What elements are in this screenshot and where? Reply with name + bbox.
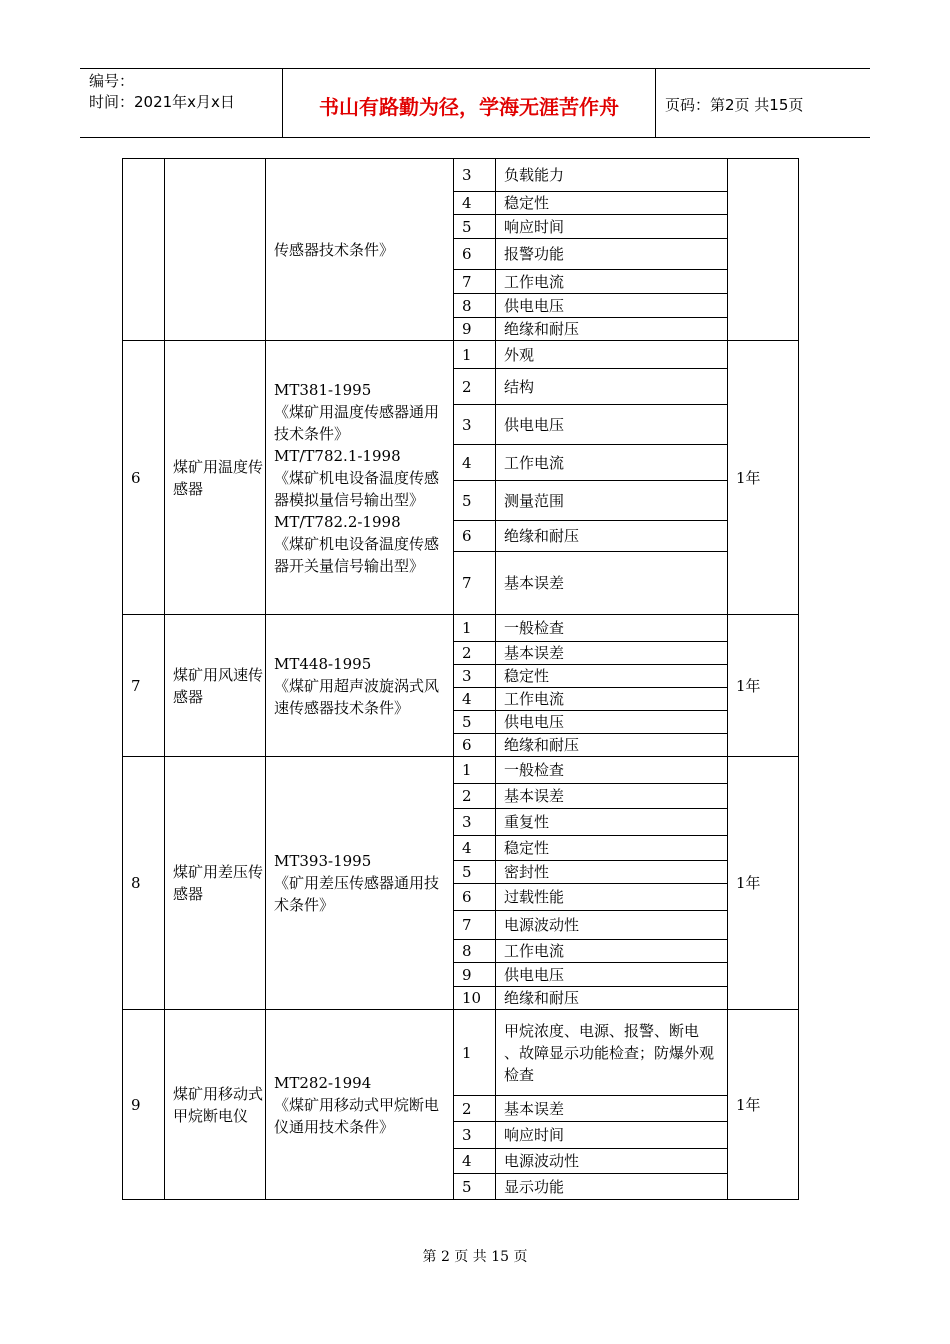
period-cell (728, 159, 799, 341)
sub-index-cell: 5 (454, 711, 496, 734)
device-name-cell: 煤矿用温度传感器 (165, 341, 266, 615)
sub-index-cell: 3 (454, 809, 496, 836)
sub-index-cell: 8 (454, 940, 496, 963)
sub-index-cell: 5 (454, 215, 496, 239)
sub-index-cell: 2 (454, 784, 496, 809)
header-info (80, 69, 283, 137)
check-item-cell: 稳定性 (496, 192, 728, 215)
table-row (123, 341, 799, 369)
check-item-cell: 基本误差 (496, 1096, 728, 1122)
check-item-cell: 工作电流 (496, 688, 728, 711)
sub-index-cell: 6 (454, 884, 496, 911)
check-item-cell: 稳定性 (496, 665, 728, 688)
check-item-cell: 绝缘和耐压 (496, 987, 728, 1010)
sub-index-cell: 7 (454, 911, 496, 940)
check-item-cell: 过载性能 (496, 884, 728, 911)
sub-index-cell: 8 (454, 294, 496, 318)
sub-index-cell: 4 (454, 445, 496, 481)
item-number-cell: 6 (123, 341, 165, 615)
table-row (123, 615, 799, 642)
sub-index-cell: 5 (454, 861, 496, 884)
check-item-cell: 显示功能 (496, 1174, 728, 1200)
sub-index-cell: 1 (454, 615, 496, 642)
sub-index-cell: 1 (454, 341, 496, 369)
device-name-cell: 煤矿用移动式甲烷断电仪 (165, 1010, 266, 1200)
inspection-table (122, 158, 799, 1200)
sub-index-cell: 3 (454, 159, 496, 192)
check-item-cell: 电源波动性 (496, 911, 728, 940)
sub-index-cell: 4 (454, 192, 496, 215)
period-cell: 1年 (728, 341, 799, 615)
item-number-cell: 9 (123, 1010, 165, 1200)
sub-index-cell: 6 (454, 521, 496, 552)
number-label: 编号： (89, 72, 135, 90)
check-item-cell: 电源波动性 (496, 1149, 728, 1174)
check-item-cell: 基本误差 (496, 784, 728, 809)
device-name-cell (165, 159, 266, 341)
check-item-cell: 测量范围 (496, 481, 728, 521)
period-cell: 1年 (728, 757, 799, 1010)
sub-index-cell: 3 (454, 1122, 496, 1149)
sub-index-cell: 6 (454, 239, 496, 270)
table-row (123, 1010, 799, 1096)
check-item-cell: 绝缘和耐压 (496, 521, 728, 552)
check-item-cell: 工作电流 (496, 940, 728, 963)
check-item-cell: 结构 (496, 369, 728, 405)
check-item-cell: 报警功能 (496, 239, 728, 270)
check-item-cell: 甲烷浓度、电源、报警、断电 、故障显示功能检查；防爆外观检查 (496, 1010, 728, 1096)
check-item-cell: 供电电压 (496, 294, 728, 318)
sub-index-cell: 6 (454, 734, 496, 757)
check-item-cell: 基本误差 (496, 552, 728, 615)
sub-index-cell: 9 (454, 318, 496, 341)
check-item-cell: 工作电流 (496, 445, 728, 481)
standard-cell: MT448-1995 《煤矿用超声波旋涡式风速传感器技术条件》 (266, 615, 454, 757)
check-item-cell: 响应时间 (496, 215, 728, 239)
check-item-cell: 供电电压 (496, 405, 728, 445)
table-row (123, 757, 799, 784)
standard-cell: MT393-1995 《矿用差压传感器通用技术条件》 (266, 757, 454, 1010)
sub-index-cell: 5 (454, 481, 496, 521)
standard-cell: MT282-1994 《煤矿用移动式甲烷断电仪通用技术条件》 (266, 1010, 454, 1200)
device-name-cell: 煤矿用差压传感器 (165, 757, 266, 1010)
check-item-cell: 重复性 (496, 809, 728, 836)
item-number-cell: 8 (123, 757, 165, 1010)
period-cell: 1年 (728, 615, 799, 757)
check-item-cell: 稳定性 (496, 836, 728, 861)
sub-index-cell: 4 (454, 1149, 496, 1174)
date-label: 时间：2021年x月x日 (89, 93, 235, 111)
table-row (123, 159, 799, 192)
sub-index-cell: 2 (454, 642, 496, 665)
check-item-cell: 外观 (496, 341, 728, 369)
sub-index-cell: 5 (454, 1174, 496, 1200)
page-info: 页码：第2页 共15页 (665, 95, 804, 114)
item-number-cell: 7 (123, 615, 165, 757)
sub-index-cell: 1 (454, 1010, 496, 1096)
device-name-cell: 煤矿用风速传感器 (165, 615, 266, 757)
period-cell: 1年 (728, 1010, 799, 1200)
sub-index-cell: 3 (454, 405, 496, 445)
sub-index-cell: 4 (454, 836, 496, 861)
standard-cell: MT381-1995 《煤矿用温度传感器通用技术条件》 MT/T782.1-1998 《煤矿机电设备温度传感器模拟量信号输出型》 MT/T782.2-1998 《煤矿机电设备温度传感器开关量信号输出型》 (266, 341, 454, 615)
sub-index-cell: 9 (454, 963, 496, 987)
check-item-cell: 一般检查 (496, 615, 728, 642)
sub-index-cell: 7 (454, 270, 496, 294)
standard-cell: 传感器技术条件》 (266, 159, 454, 341)
check-item-cell: 供电电压 (496, 711, 728, 734)
item-number-cell (123, 159, 165, 341)
sub-index-cell: 7 (454, 552, 496, 615)
sub-index-cell: 4 (454, 688, 496, 711)
check-item-cell: 一般检查 (496, 757, 728, 784)
check-item-cell: 工作电流 (496, 270, 728, 294)
motto: 书山有路勤为径，学海无涯苦作舟 (283, 69, 656, 137)
check-item-cell: 负载能力 (496, 159, 728, 192)
sub-index-cell: 1 (454, 757, 496, 784)
check-item-cell: 绝缘和耐压 (496, 318, 728, 341)
page-header (80, 68, 870, 138)
sub-index-cell: 2 (454, 1096, 496, 1122)
sub-index-cell: 10 (454, 987, 496, 1010)
check-item-cell: 供电电压 (496, 963, 728, 987)
sub-index-cell: 2 (454, 369, 496, 405)
check-item-cell: 密封性 (496, 861, 728, 884)
check-item-cell: 基本误差 (496, 642, 728, 665)
page-footer: 第 2 页 共 15 页 (422, 1249, 528, 1265)
check-item-cell: 响应时间 (496, 1122, 728, 1149)
check-item-cell: 绝缘和耐压 (496, 734, 728, 757)
sub-index-cell: 3 (454, 665, 496, 688)
